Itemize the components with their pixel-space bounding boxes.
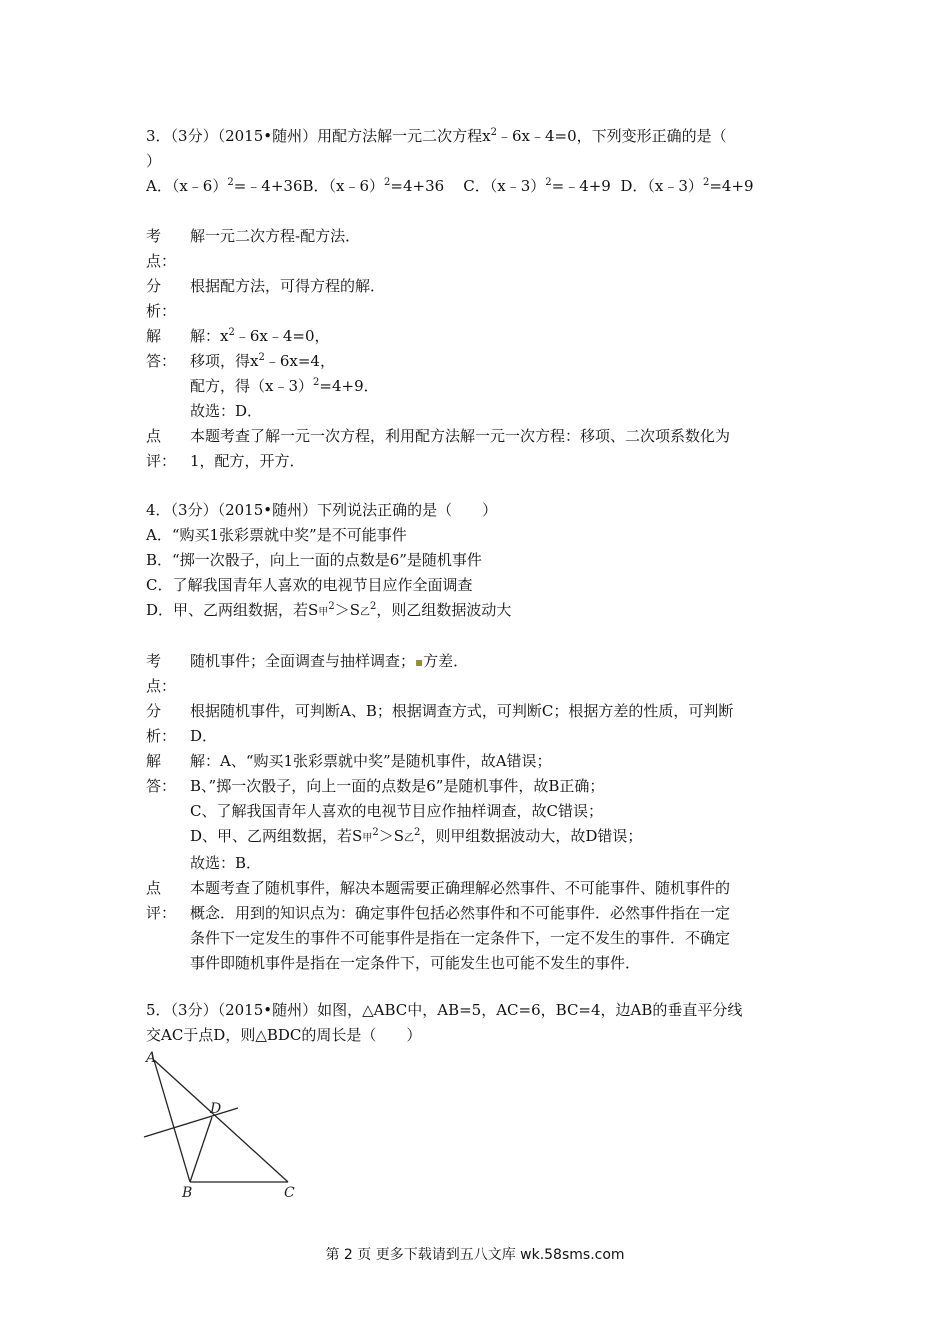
q3-kaodian-row [146, 224, 806, 274]
question-4-analysis [146, 649, 806, 976]
q4-jieda-4a: D、甲、乙两组数据，若S [190, 827, 363, 845]
vertex-label-a: A [146, 1050, 157, 1066]
q4-jieda-line-1: 解：A、“购买1张彩票就中奖”是随机事件，故A错误； [190, 752, 552, 770]
q3-stem-text-b: ﹣6x﹣4=0，下列变形正确的是（ [496, 127, 727, 145]
q3-option-b-sup: 2 [384, 177, 391, 188]
q4-jieda-line-2: B、”掷一次骰子，向上一面的点数是6”是随机事件，故B正确； [190, 777, 605, 795]
q4-option-d-sub-1: 甲 [318, 607, 329, 618]
q4-fenxi-line-1: 根据随机事件，可判断A、B；根据调查方式，可判断C；根据方差的性质，可判断 [190, 702, 734, 720]
q4-option-b: B．“掷一次骰子，向上一面的点数是6”是随机事件 [146, 551, 482, 569]
q3-jieda-2a: 移项，得x [190, 352, 259, 370]
q3-option-b-rest: =4+36 [390, 177, 445, 195]
q4-dianping-label-2: 评： [146, 904, 177, 922]
q4-option-d-sup-2: 2 [369, 601, 377, 612]
q4-jieda-label-2: 答： [146, 777, 177, 795]
q3-option-c-sup: 2 [545, 177, 552, 188]
q3-kaodian-text: 解一元二次方程-配方法． [190, 227, 361, 245]
q3-jieda-3-sup: 2 [313, 377, 320, 388]
q3-jieda-label-2: 答： [146, 352, 177, 370]
q5-stem-line-2: 交AC于点D，则△BDC的周长是（ ） [146, 1026, 422, 1044]
q3-jieda-line-2 [190, 349, 806, 374]
q3-jieda-line-4: 故选：D． [190, 402, 263, 420]
q3-option-d-rest: =4+9 [709, 177, 754, 195]
q3-stem-text-a: 3．（3分）（2015•随州）用配方法解一元二次方程x [146, 127, 491, 145]
q5-stem-line-1: 5．（3分）（2015•随州）如图，△ABC中，AB=5，AC=6，BC=4，边AB的垂直平分线 [146, 1001, 743, 1019]
q4-fenxi-line-2: D． [190, 727, 218, 745]
segment-bd [190, 1117, 212, 1182]
q4-stem: 4．（3分）（2015•随州）下列说法正确的是（ ） [146, 501, 498, 519]
q4-jieda-row [146, 749, 806, 876]
q3-dianping-row [146, 424, 806, 474]
q3-kaodian-label-1: 考 [146, 227, 162, 245]
q4-option-c: C．了解我国青年人喜欢的电视节目应作全面调查 [146, 576, 473, 594]
q3-fenxi-label-2: 析： [146, 302, 177, 320]
question-3-stem [146, 124, 806, 174]
q3-stem-sup: 2 [490, 127, 497, 138]
q4-kaodian-text-1: 随机事件；全面调查与抽样调查； [190, 652, 416, 670]
q4-jieda-4-sup-1: 2 [372, 827, 379, 838]
question-3-analysis [146, 224, 806, 474]
side-ab [154, 1060, 190, 1182]
q4-dianping-line-4: 事件即随机事件是指在一定条件下，可能发生也可能不发生的事件． [190, 954, 641, 972]
point-label-d: D [210, 1101, 222, 1117]
q4-kaodian-text-2: 方差． [423, 652, 469, 670]
q4-fenxi-label-2: 析： [146, 727, 177, 745]
q4-jieda-line-4 [190, 824, 806, 851]
q4-jieda-4c: ，则甲组数据波动大，故D错误； [420, 827, 643, 845]
q3-jieda-line-3 [190, 374, 806, 399]
q3-jieda-1a: 解：x [190, 327, 229, 345]
q4-jieda-4-sup-2: 2 [413, 827, 421, 838]
q3-dianping-label-2: 评： [146, 452, 177, 470]
q4-jieda-line-5: 故选：B． [190, 854, 262, 872]
q3-stem-text-c: ） [146, 152, 162, 170]
page-footer: 第 2 页 更多下载请到五八文库 wk.58sms.com [325, 1247, 625, 1263]
q4-option-d-2: ＞S [334, 601, 360, 619]
vertex-label-c: C [284, 1185, 295, 1198]
q3-option-a-sup: 2 [227, 177, 234, 188]
q4-option-d-3: ，则乙组数据波动大 [376, 601, 512, 619]
perpendicular-bisector [144, 1108, 238, 1137]
question-3-options [146, 174, 806, 199]
q3-jieda-3b: =4+9． [319, 377, 379, 395]
q4-kaodian-label-1: 考 [146, 652, 162, 670]
q4-option-d-sup-1: 2 [328, 601, 335, 612]
q4-dianping-line-1: 本题考查了随机事件，解决本题需要正确理解必然事件、不可能事件、随机事件的 [190, 879, 731, 897]
q3-option-b: B．（x﹣6） [302, 177, 385, 195]
q4-jieda-label-1: 解 [146, 752, 162, 770]
q3-option-a-rest: =﹣4+36 [233, 177, 303, 195]
q3-jieda-2b: ﹣6x=4， [264, 352, 335, 370]
q3-option-c-rest: =﹣4+9 [551, 177, 611, 195]
q4-kaodian-mark: ▪ [415, 655, 424, 669]
q3-kaodian-label-2: 点： [146, 252, 177, 270]
side-ac [154, 1060, 288, 1182]
vertex-label-b: B [182, 1185, 193, 1198]
q3-option-d-sup: 2 [702, 177, 710, 188]
q4-dianping-line-3: 条件下一定发生的事件不可能事件是指在一定条件下，一定不发生的事件．不确定 [190, 929, 731, 947]
triangle-figure [138, 1050, 308, 1198]
q4-dianping-line-2: 概念．用到的知识点为：确定事件包括必然事件和不可能事件．必然事件指在一定 [190, 904, 731, 922]
triangle-diagram [138, 1050, 308, 1198]
q3-jieda-3a: 配方，得（x﹣3） [190, 377, 314, 395]
question-4 [146, 498, 806, 625]
q3-jieda-label-1: 解 [146, 327, 162, 345]
q4-kaodian-text [190, 649, 806, 675]
q3-dianping-line-1: 本题考查了解一元一次方程，利用配方法解一元一次方程：移项、二次项系数化为 [190, 427, 731, 445]
q4-jieda-4-sub-2: 乙 [403, 833, 414, 844]
q4-fenxi-label-1: 分 [146, 702, 162, 720]
q4-option-d-1: D．甲、乙两组数据，若S [146, 601, 319, 619]
q4-jieda-4b: ＞S [378, 827, 404, 845]
q3-jieda-row [146, 324, 806, 424]
q3-jieda-line-1 [190, 324, 806, 349]
q3-option-a: A．（x﹣6） [146, 177, 228, 195]
q4-dianping-row [146, 876, 806, 976]
q3-fenxi-row [146, 274, 806, 324]
question-5-stem [146, 998, 806, 1048]
q3-jieda-1-sup: 2 [228, 327, 235, 338]
q4-option-a: A．“购买1张彩票就中奖”是不可能事件 [146, 526, 407, 544]
q4-option-d-sub-2: 乙 [359, 607, 370, 618]
q3-jieda-1b: ﹣6x﹣4=0， [234, 327, 330, 345]
q3-dianping-label-1: 点 [146, 427, 162, 445]
q4-fenxi-row [146, 699, 806, 749]
q3-fenxi-text: 根据配方法，可得方程的解． [190, 277, 386, 295]
q3-dianping-line-2: 1，配方，开方． [190, 452, 305, 470]
q4-dianping-label-1: 点 [146, 879, 162, 897]
q4-kaodian-row [146, 649, 806, 699]
q4-jieda-4-sub-1: 甲 [362, 833, 373, 844]
q3-fenxi-label-1: 分 [146, 277, 162, 295]
q3-option-c: C．（x﹣3） [463, 177, 546, 195]
q4-option-d [146, 598, 806, 625]
q3-jieda-2-sup: 2 [258, 352, 265, 363]
q3-option-d: D．（x﹣3） [620, 177, 703, 195]
q4-kaodian-label-2: 点： [146, 677, 177, 695]
q4-jieda-line-3: C、了解我国青年人喜欢的电视节目应作抽样调查，故C错误； [190, 802, 603, 820]
